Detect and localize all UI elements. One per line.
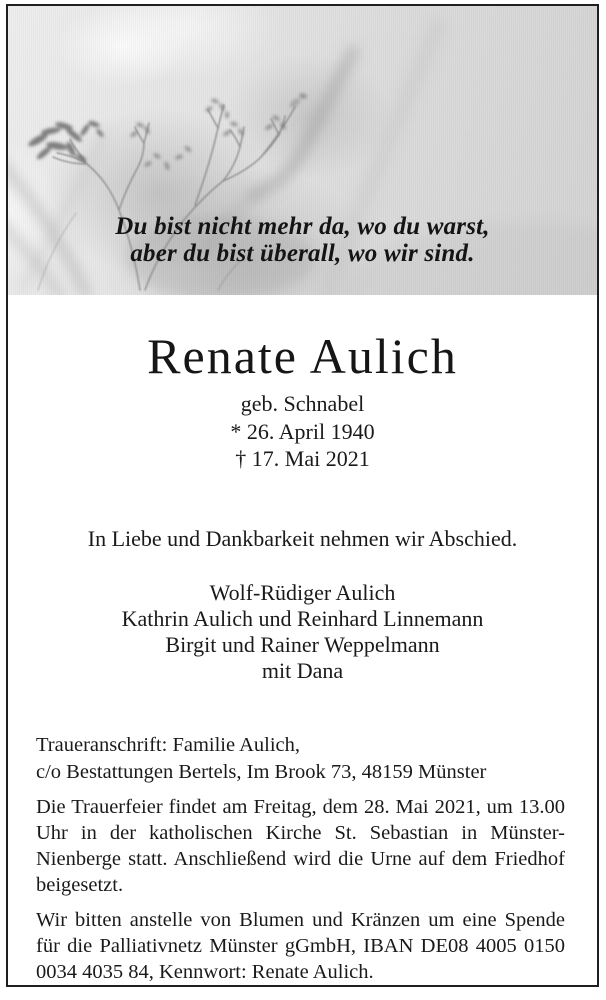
funeral-info [36, 794, 565, 898]
text-line: † 17. Mai 2021 [235, 446, 370, 471]
deceased-details [8, 390, 597, 473]
text-line: für die Palliativnetz Münster gGmbH, IBAN DE08 4005 0150 [36, 935, 565, 957]
text-line: mit Dana [261, 658, 344, 683]
text-line: Uhr in der katholischen Kirche St. Sebastian in Münster- [36, 822, 565, 844]
memorial-photo [8, 6, 597, 295]
text-line: c/o Bestattungen Bertels, Im Brook 73, 48159 Münster [36, 760, 487, 783]
farewell-line: In Liebe und Dankbarkeit nehmen wir Abschied. [87, 526, 518, 551]
quote-line-2: aber du bist überall, wo wir sind. [130, 240, 475, 267]
deceased-name: Renate Aulich [147, 328, 458, 384]
text-line: Wir bitten anstelle von Blumen und Kränzen um eine Spende [36, 909, 565, 931]
text-line: Kathrin Aulich und Reinhard Linnemann [121, 606, 484, 631]
text-line: 0034 4035 84, Kennwort: Renate Aulich. [36, 961, 374, 983]
text-line: Wolf-Rüdiger Aulich [209, 580, 396, 605]
text-line: * 26. April 1940 [230, 418, 375, 444]
notice-frame [6, 4, 599, 987]
text-line: Traueranschrift: Familie Aulich, [36, 734, 300, 756]
mourners-list [8, 580, 597, 684]
condolence-address [36, 732, 565, 785]
text-line: geb. Schnabel [240, 391, 365, 416]
text-line: Die Trauerfeier findet am Freitag, dem 28. Mai 2021, um 13.00 [36, 796, 565, 818]
donation-info [36, 907, 565, 985]
text-line: Birgit und Rainer Weppelmann [165, 632, 440, 657]
text-line: beigesetzt. [36, 874, 124, 896]
quote-line-1: Du bist nicht mehr da, wo du warst, [115, 213, 490, 240]
text-line: Nienberge statt. Anschließend wird die Urne auf dem Friedhof [36, 848, 565, 870]
memorial-quote [8, 213, 597, 267]
